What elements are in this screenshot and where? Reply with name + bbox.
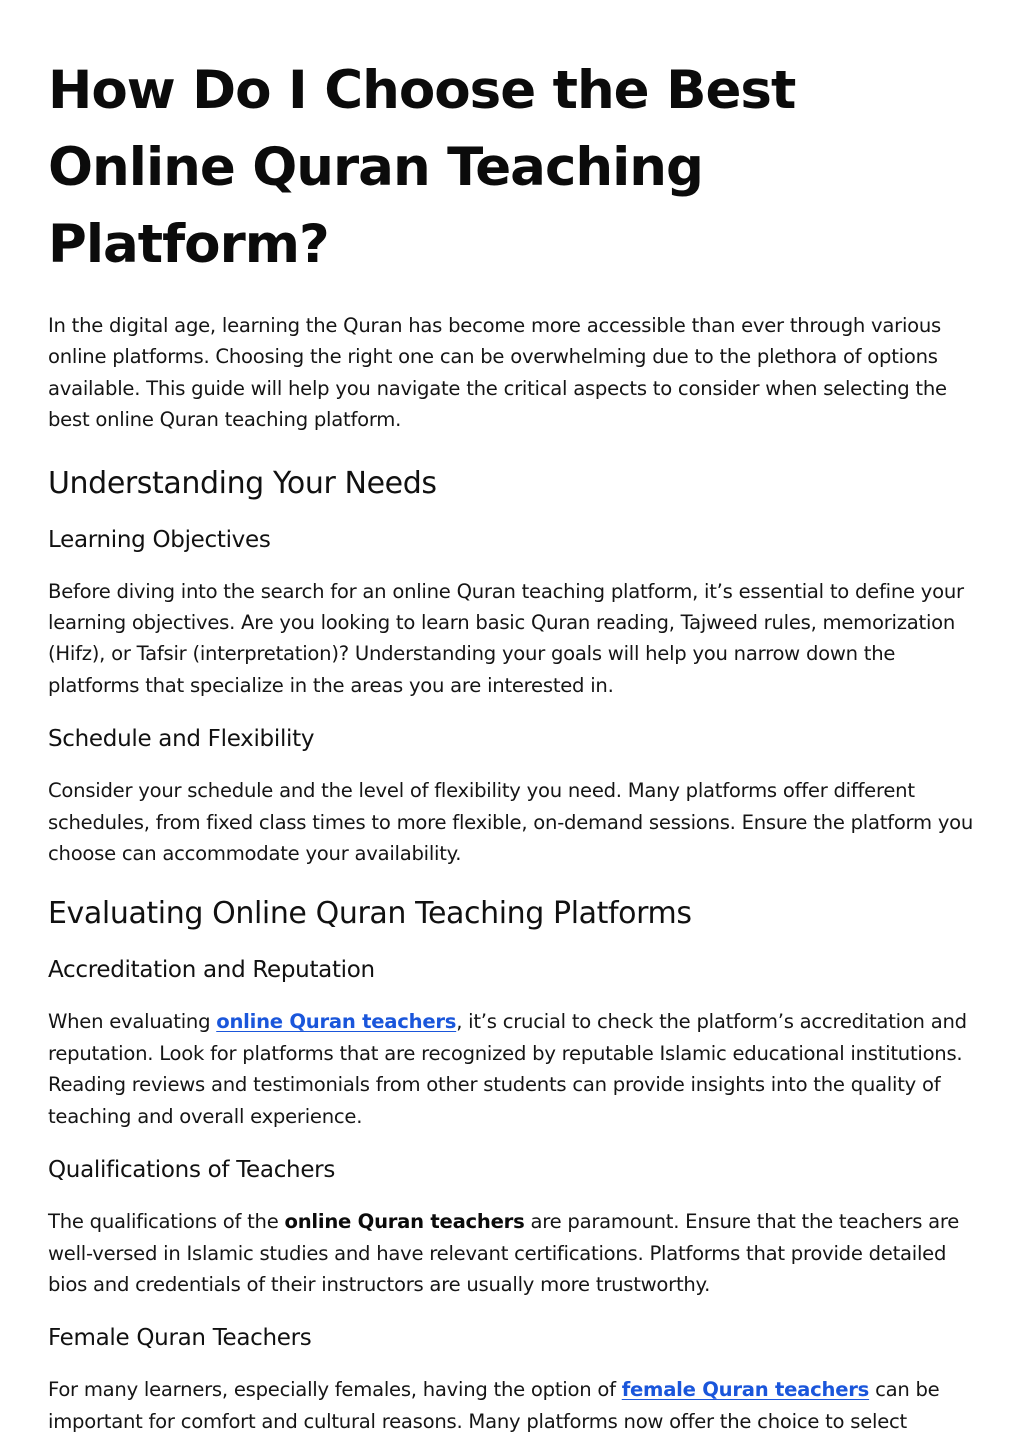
section-heading-evaluating-platforms: Evaluating Online Quran Teaching Platforms — [48, 896, 692, 932]
accreditation-text-end: , it’s crucial to check the platform’s accreditation and reputation. Look for platforms that are recognized by reputable Islamic educational institutions. Reading reviews and testimonials from other students can provide insights into the quality of teaching and overall experience. — [48, 1010, 967, 1128]
qualifications-bold-text: online Quran teachers — [284, 1210, 525, 1234]
section-heading-understanding-needs: Understanding Your Needs — [48, 465, 437, 501]
online-quran-teachers-link[interactable]: online Quran teachers — [216, 1010, 457, 1034]
paragraph-female-quran-teachers — [48, 1374, 978, 1437]
female-text-end: can be important for comfort and cultural reasons. Many platforms now offer the choice to select — [48, 1378, 940, 1433]
page-title: How Do I Choose the Best Online Quran Teaching Platform? — [48, 60, 796, 275]
subheading-learning-objectives: Learning Objectives — [48, 526, 271, 553]
qualifications-text-start: The qualifications of the — [48, 1210, 285, 1234]
qualifications-text-end: are paramount. Ensure that the teachers are well-versed in Islamic studies and have relevant certifications. Platforms that provide detailed bios and credentials of their instructors are usually more trustworthy. — [48, 1210, 960, 1296]
subheading-schedule-flexibility: Schedule and Flexibility — [48, 726, 315, 753]
subheading-qualifications-teachers: Qualifications of Teachers — [48, 1157, 336, 1184]
paragraph-accreditation-reputation — [48, 1006, 978, 1132]
intro-paragraph: In the digital age, learning the Quran has become more accessible than ever through various online platforms. Choosing the right one can be overwhelming due to the plethora of options available. This guide will help you navigate the critical aspects to consider when selecting the best online Quran teaching platform. — [48, 314, 947, 432]
paragraph-schedule-flexibility: Consider your schedule and the level of flexibility you need. Many platforms offer different schedules, from fixed class times to more flexible, on-demand sessions. Ensure the platform you choose can accommodate your availability. — [48, 779, 974, 866]
subheading-accreditation-reputation: Accreditation and Reputation — [48, 957, 375, 984]
female-text-start: For many learners, especially females, having the option of — [48, 1378, 622, 1402]
article-body — [48, 52, 978, 1437]
accreditation-text-start: When evaluating — [48, 1010, 217, 1034]
female-quran-teachers-link[interactable]: female Quran teachers — [621, 1378, 870, 1402]
subheading-female-quran-teachers: Female Quran Teachers — [48, 1325, 312, 1352]
paragraph-qualifications-teachers — [48, 1206, 978, 1300]
paragraph-learning-objectives: Before diving into the search for an online Quran teaching platform, it’s essential to define your learning objectives. Are you looking to learn basic Quran reading, Tajweed rules, memorization (Hifz), or Tafsir (interpretation)? Understanding your goals will help you narrow down the platforms that specialize in the areas you are interested in. — [48, 579, 964, 697]
